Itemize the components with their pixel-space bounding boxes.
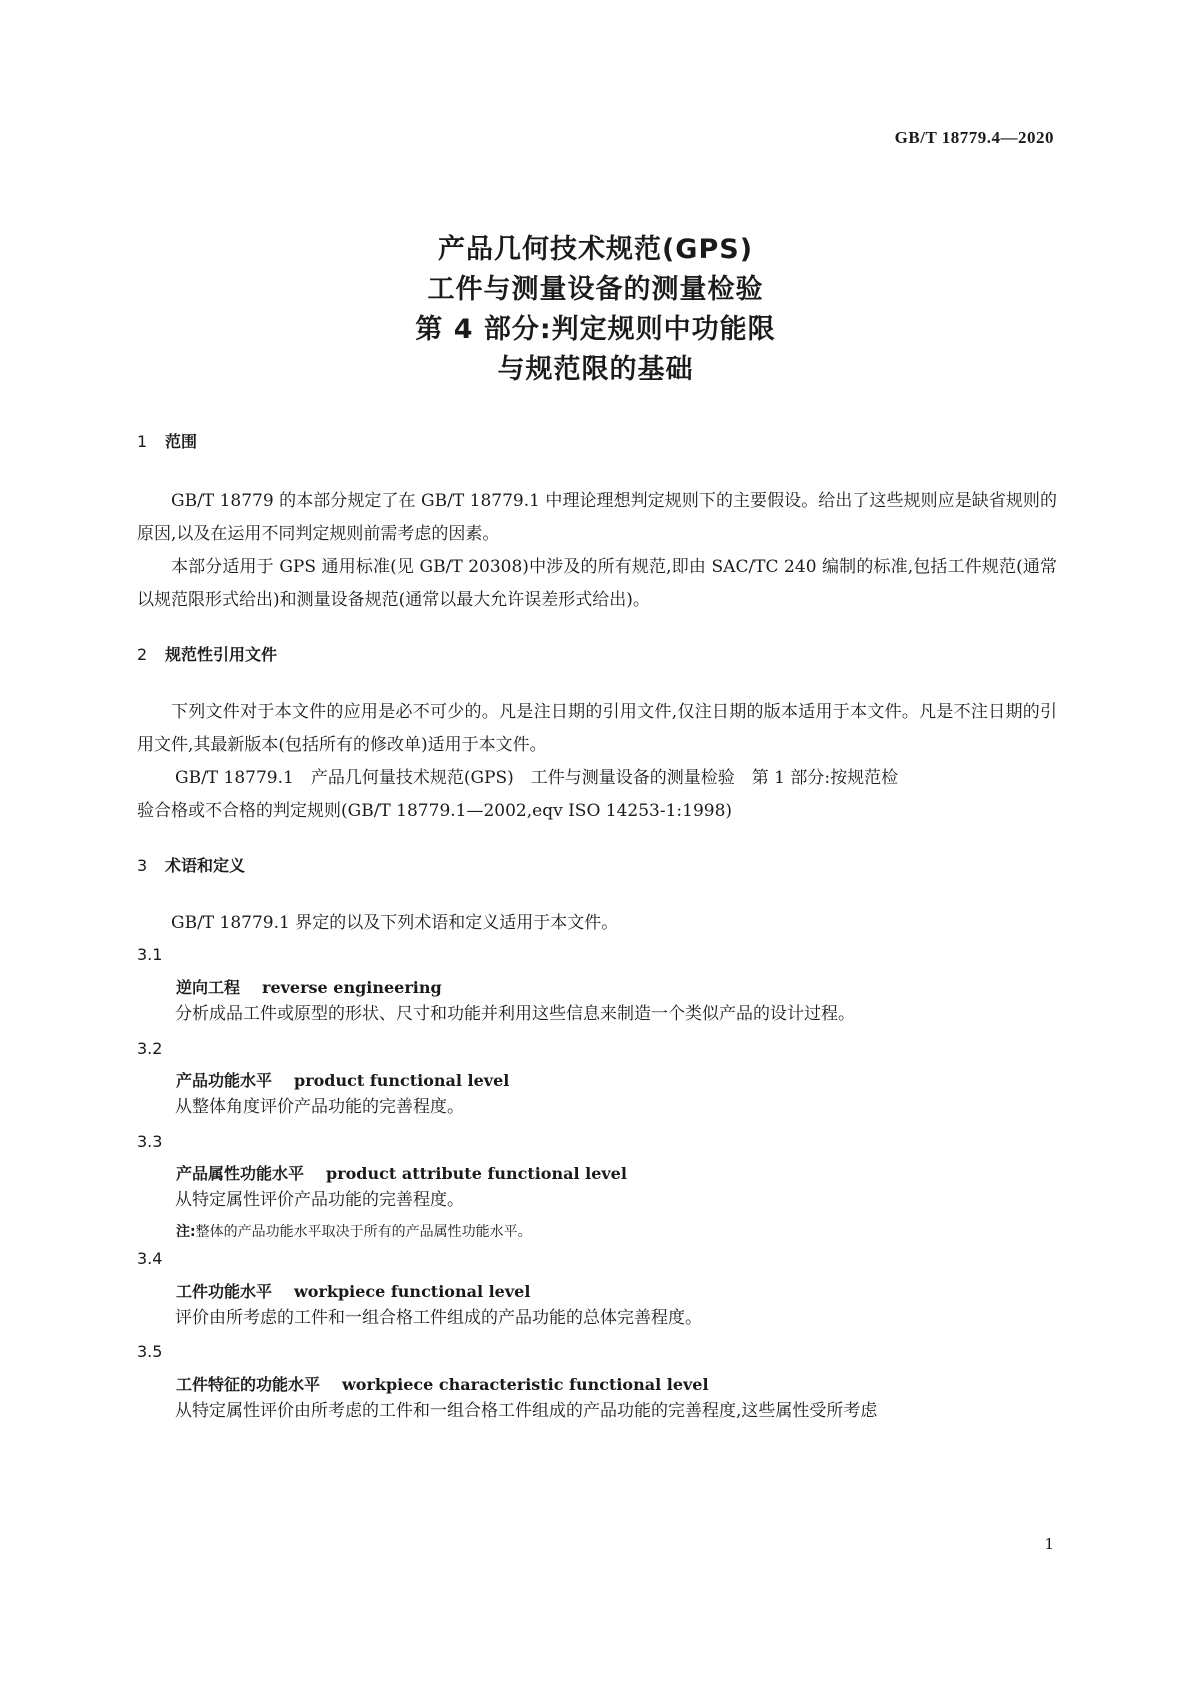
section-heading-terms [137,853,245,876]
title-line-4: 与规范限的基础 [497,354,694,385]
term-definition: 从特定属性评价由所考虑的工件和一组合格工件组成的产品功能的完善程度,这些属性受所考虑 [175,1401,878,1421]
term-zh: 逆向工程 [176,978,241,997]
term-entry [176,975,442,998]
clause-number: 3.1 [137,945,163,964]
term-en: workpiece characteristic functional level [342,1375,709,1394]
reference-entry-line-1: GB/T 18779.1 产品几何量技术规范(GPS) 工件与测量设备的测量检验 第 1 部分:按规范检 [175,768,899,788]
clause-number: 3.4 [137,1249,163,1268]
term-zh: 产品功能水平 [176,1071,273,1090]
references-paragraph: 下列文件对于本文件的应用是必不可少的。凡是注日期的引用文件,仅注日期的版本适用于本文件。凡是不注日期的引用文件,其最新版本(包括所有的修改单)适用于本文件。 [137,702,1057,755]
term-en: workpiece functional level [294,1282,531,1301]
term-zh: 工件功能水平 [176,1282,273,1301]
scope-paragraph-1: GB/T 18779 的本部分规定了在 GB/T 18779.1 中理论理想判定规则下的主要假设。给出了这些规则应是缺省规则的原因,以及在运用不同判定规则前需考虑的因素。 [137,491,1057,544]
section-title: 术语和定义 [165,856,246,875]
section-heading-normative-references [137,642,277,665]
term-definition: 分析成品工件或原型的形状、尺寸和功能并利用这些信息来制造一个类似产品的设计过程。 [175,1004,855,1024]
note-label: 注: [176,1224,196,1240]
title-line-3: 第 4 部分:判定规则中功能限 [415,314,776,345]
standard-number: GB/T 18779.4—2020 [894,128,1054,147]
section-number: 2 [137,645,148,664]
section-title: 范围 [165,432,198,451]
page-number: 1 [1044,1535,1054,1553]
term-definition: 从特定属性评价产品功能的完善程度。 [175,1190,464,1210]
clause-number: 3.5 [137,1342,163,1361]
clause-number: 3.2 [137,1039,163,1058]
section-title: 规范性引用文件 [165,645,278,664]
term-en: reverse engineering [262,978,442,997]
term-entry [176,1279,530,1302]
title-line-1: 产品几何技术规范(GPS) [437,234,754,265]
term-definition: 从整体角度评价产品功能的完善程度。 [175,1097,464,1117]
term-entry [176,1161,627,1184]
term-zh: 产品属性功能水平 [176,1164,305,1183]
clause-number: 3.3 [137,1132,163,1151]
section-number: 1 [137,432,148,451]
reference-entry-line-2: 验合格或不合格的判定规则(GB/T 18779.1—2002,eqv ISO 14253-1:1998) [137,801,733,821]
terms-intro-paragraph: GB/T 18779.1 界定的以及下列术语和定义适用于本文件。 [171,913,619,933]
term-note [176,1221,532,1241]
term-entry [176,1068,509,1091]
term-definition: 评价由所考虑的工件和一组合格工件组成的产品功能的总体完善程度。 [175,1308,702,1328]
title-line-2: 工件与测量设备的测量检验 [427,274,764,305]
term-zh: 工件特征的功能水平 [176,1375,321,1394]
section-heading-scope [137,429,197,452]
term-en: product attribute functional level [326,1164,627,1183]
note-text: 整体的产品功能水平取决于所有的产品属性功能水平。 [195,1224,532,1240]
term-entry [176,1372,709,1395]
section-number: 3 [137,856,148,875]
scope-paragraph-2: 本部分适用于 GPS 通用标准(见 GB/T 20308)中涉及的所有规范,即由 SAC/TC 240 编制的标准,包括工件规范(通常以规范限形式给出)和测量设备规范(通常以最大允许误差形式给出)。 [137,557,1057,610]
term-en: product functional level [294,1071,510,1090]
document-title [0,230,1191,390]
